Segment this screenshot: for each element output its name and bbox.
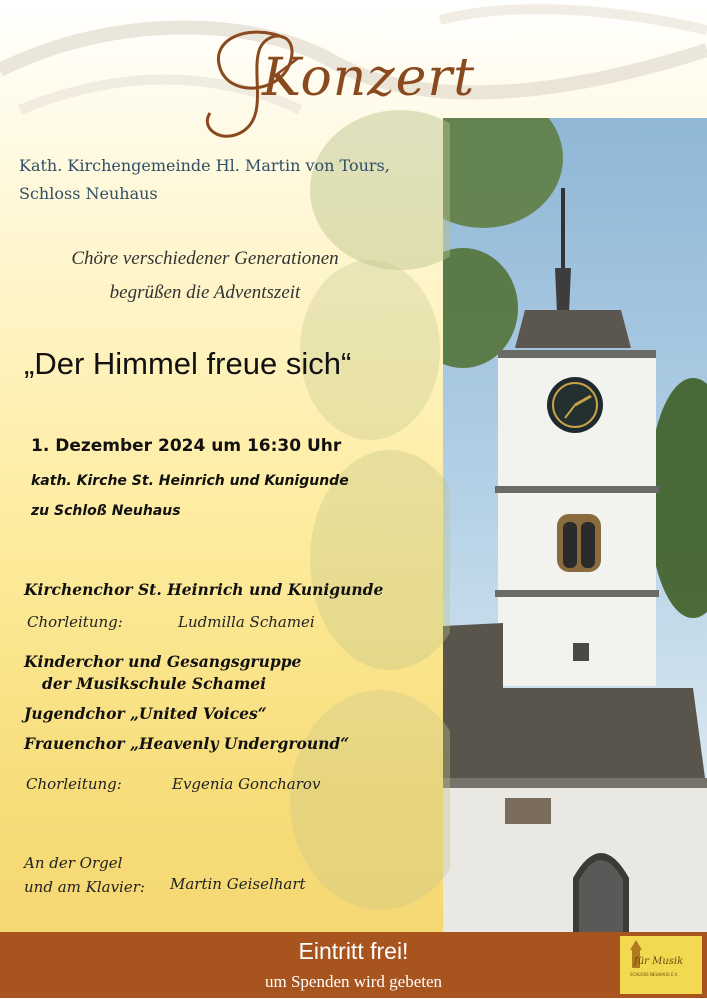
venue [31, 466, 349, 526]
logo-text: für Musik [634, 956, 684, 967]
organizer [19, 152, 390, 208]
organizer-line: Schloss Neuhaus [19, 184, 158, 203]
music-society-logo [620, 936, 702, 994]
footer-banner [0, 932, 707, 998]
concert-date: 1. Dezember 2024 um 16:30 Uhr [31, 436, 342, 456]
choir-lead-label: Chorleitung: [27, 613, 123, 631]
title-block [190, 18, 490, 138]
page-title: Konzert [262, 48, 476, 108]
intro-line: begrüßen die Adventszeit [109, 282, 301, 303]
organ-label: und am Klavier: [24, 878, 145, 896]
donation-text: um Spenden wird gebeten [264, 972, 443, 991]
admission-text: Eintritt frei! [298, 938, 409, 964]
intro-text [0, 242, 410, 310]
venue-line: zu Schloß Neuhaus [31, 503, 181, 519]
venue-line: kath. Kirche St. Heinrich und Kunigunde [31, 473, 349, 489]
choir-name: Jugendchor „United Voices“ [24, 704, 267, 723]
choir-name: Kirchenchor St. Heinrich und Kunigunde [24, 580, 384, 599]
intro-line: Chöre verschiedener Generationen [71, 248, 339, 269]
organ-label: An der Orgel [24, 854, 123, 872]
choir-lead-label: Chorleitung: [26, 775, 122, 793]
choir-name: der Musikschule Schamei [42, 674, 266, 693]
organizer-line: Kath. Kirchengemeinde Hl. Martin von Tours, [19, 156, 390, 175]
choir-lead-name: Evgenia Goncharov [172, 775, 321, 793]
choir-lead-name: Ludmilla Schamei [178, 613, 315, 631]
choir-name: Kinderchor und Gesangsgruppe [24, 652, 302, 671]
concert-headline: „Der Himmel freue sich“ [24, 346, 352, 381]
organist-name: Martin Geiselhart [170, 875, 306, 893]
choir-name: Frauenchor „Heavenly Underground“ [24, 734, 350, 753]
church-tower-photo [443, 118, 707, 932]
logo-subtext: SCHLOSS NEUHAUS E.V. [630, 972, 679, 977]
organ-credit [24, 851, 145, 899]
